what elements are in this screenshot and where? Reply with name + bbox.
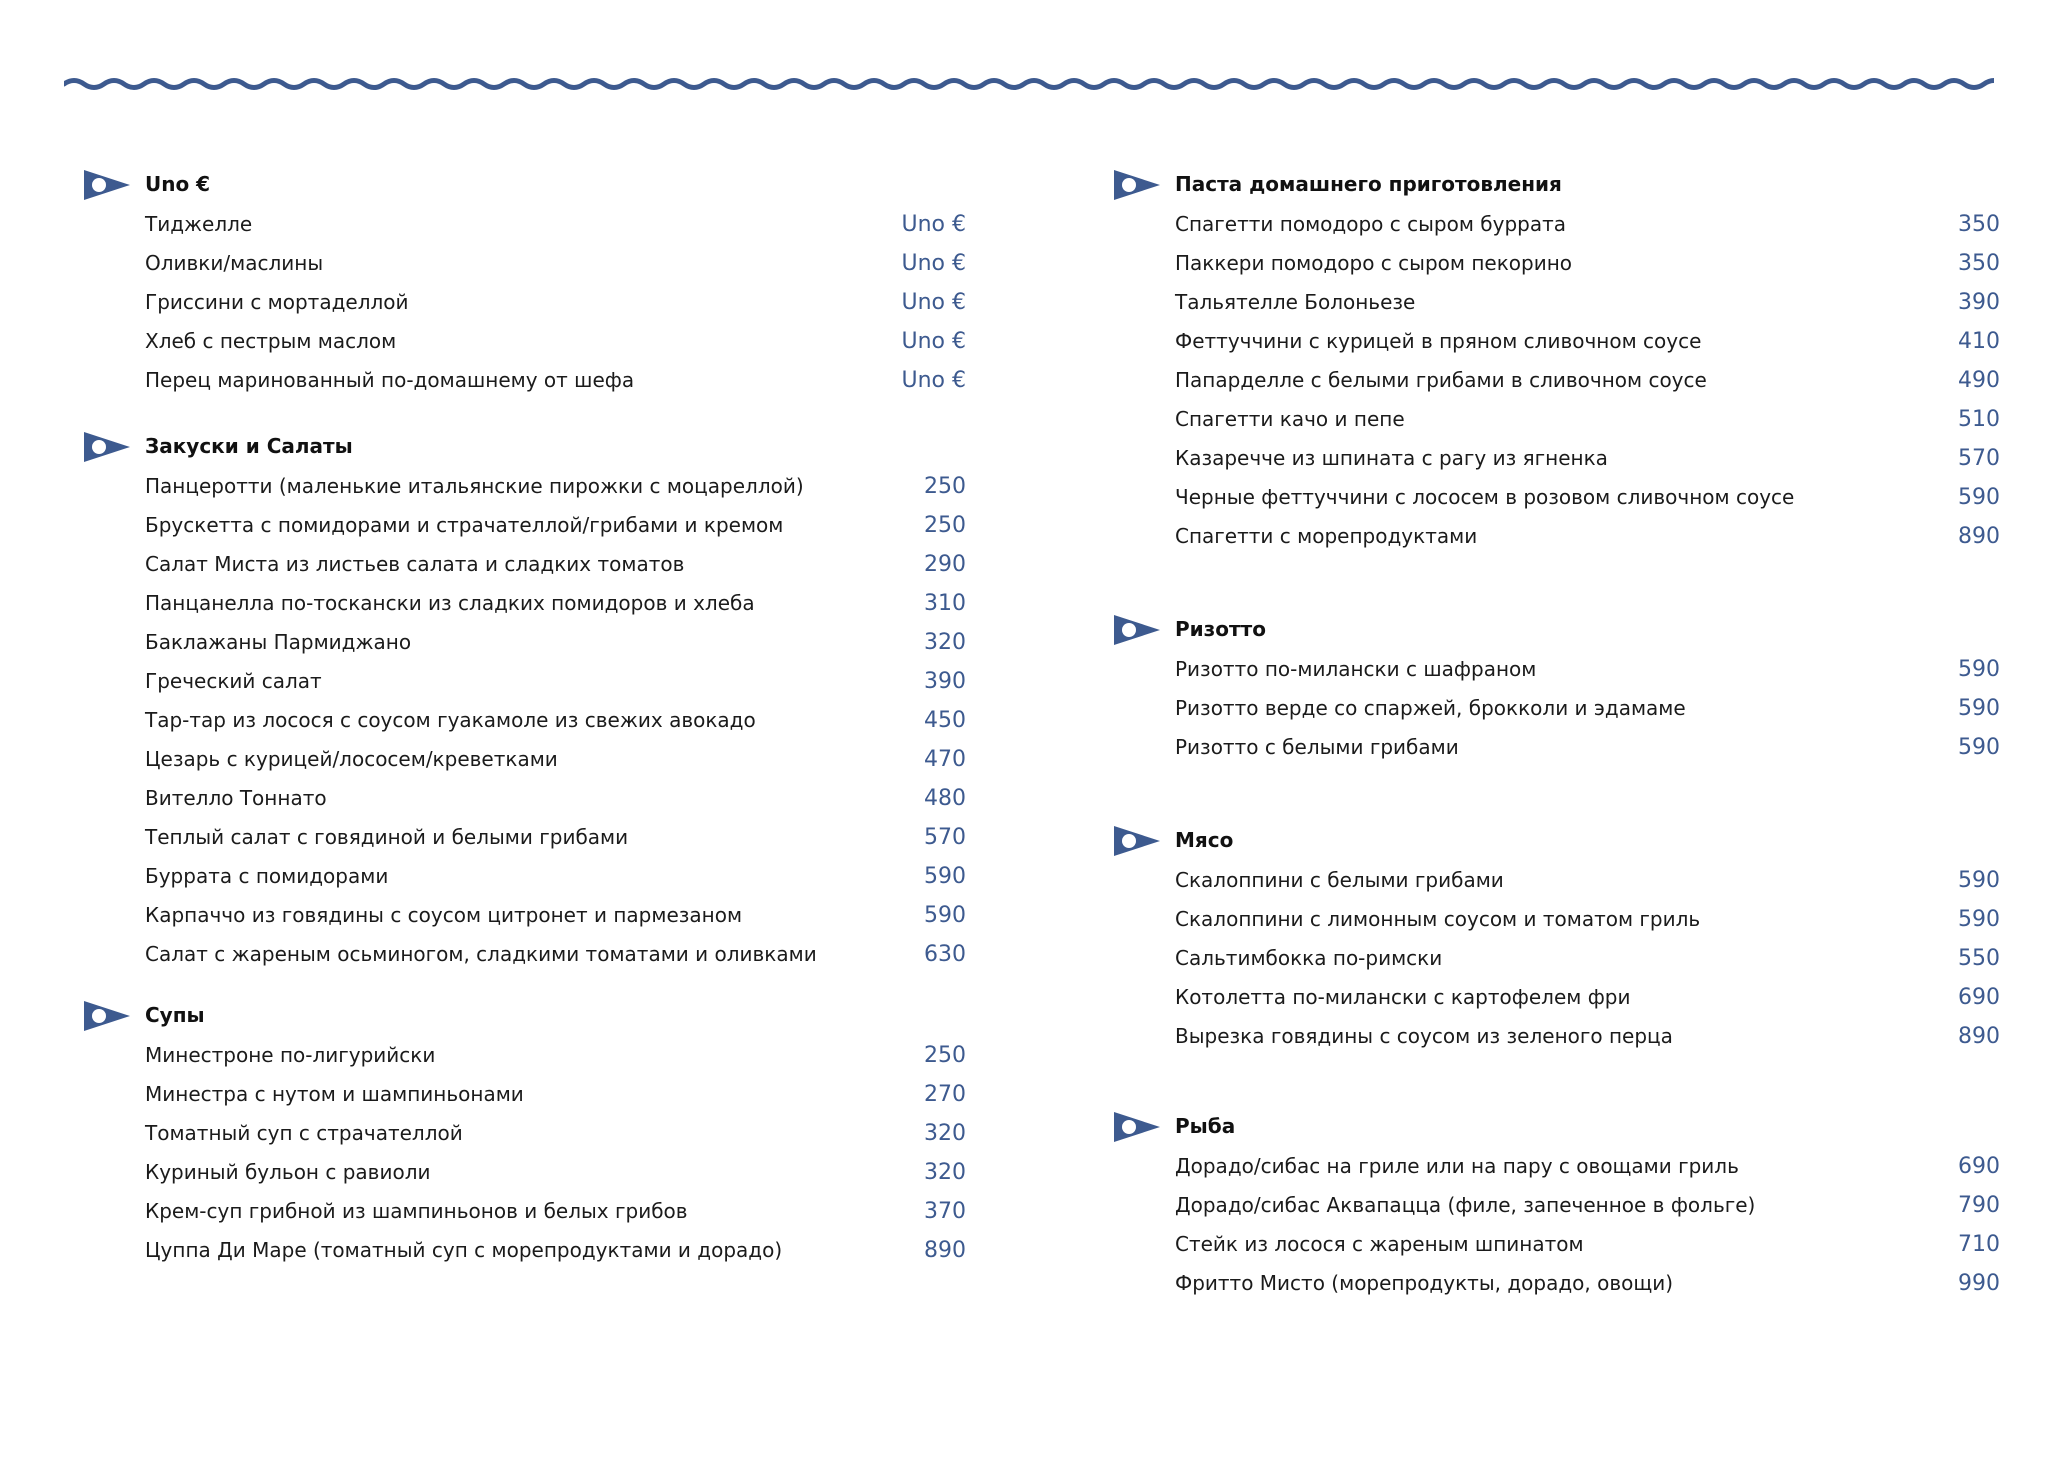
item-price: 250 xyxy=(924,474,966,499)
menu-item xyxy=(1112,403,2000,442)
item-price: 320 xyxy=(924,1160,966,1185)
menu-item xyxy=(1112,1267,2000,1306)
item-name: Цезарь с курицей/лососем/креветками xyxy=(145,747,558,771)
section-header xyxy=(1112,820,1992,864)
item-price: 310 xyxy=(924,591,966,616)
item-name: Минестроне по-лигурийски xyxy=(145,1043,436,1067)
menu-item xyxy=(82,247,966,286)
section-header xyxy=(1112,609,1992,653)
section-title: Закуски и Салаты xyxy=(145,434,353,458)
item-price: 480 xyxy=(924,786,966,811)
item-name: Томатный суп с страчателлой xyxy=(145,1121,463,1145)
menu-item xyxy=(82,548,966,587)
menu-item xyxy=(1112,1020,2000,1059)
item-price: Uno € xyxy=(901,329,966,354)
item-price: 390 xyxy=(924,669,966,694)
section-title: Паста домашнего приготовления xyxy=(1175,172,1562,196)
item-price: 590 xyxy=(1958,485,2000,510)
menu-section-fish xyxy=(1112,1106,2000,1306)
menu-item xyxy=(82,325,966,364)
item-price: 590 xyxy=(1958,868,2000,893)
menu-item xyxy=(1112,903,2000,942)
section-header xyxy=(82,164,962,208)
item-name: Крем-суп грибной из шампиньонов и белых грибов xyxy=(145,1199,688,1223)
menu-item xyxy=(1112,942,2000,981)
section-title: Uno € xyxy=(145,172,211,196)
item-name: Спагетти с морепродуктами xyxy=(1175,524,1478,548)
item-price: 350 xyxy=(1958,251,2000,276)
menu-item xyxy=(1112,442,2000,481)
menu-item-list xyxy=(82,208,966,403)
menu-item-list xyxy=(1112,1150,2000,1306)
item-name: Цуппа Ди Маре (томатный суп с морепродуктами и дорадо) xyxy=(145,1238,783,1262)
item-price: 790 xyxy=(1958,1193,2000,1218)
section-title: Супы xyxy=(145,1003,205,1027)
item-price: 590 xyxy=(924,864,966,889)
item-price: 590 xyxy=(1958,735,2000,760)
item-name: Баклажаны Пармиджано xyxy=(145,630,412,654)
item-price: 350 xyxy=(1958,212,2000,237)
item-name: Паккери помодоро с сыром пекорино xyxy=(1175,251,1573,275)
item-name: Ризотто верде со спаржей, брокколи и эдамаме xyxy=(1175,696,1686,720)
pennant-flag-icon xyxy=(1112,613,1162,647)
section-header xyxy=(1112,1106,1992,1150)
item-name: Вителло Тоннато xyxy=(145,786,327,810)
menu-item xyxy=(1112,325,2000,364)
menu-item-list xyxy=(1112,864,2000,1059)
item-name: Папарделле с белыми грибами в сливочном соусе xyxy=(1175,368,1707,392)
menu-item xyxy=(82,1156,966,1195)
pennant-flag-icon xyxy=(82,430,132,464)
item-price: 410 xyxy=(1958,329,2000,354)
menu-item xyxy=(1112,520,2000,559)
item-name: Скалоппини с лимонным соусом и томатом гриль xyxy=(1175,907,1701,931)
item-name: Тиджелле xyxy=(145,212,253,236)
menu-item-list xyxy=(82,470,966,977)
menu-item xyxy=(82,626,966,665)
menu-item xyxy=(1112,1189,2000,1228)
item-name: Минестра с нутом и шампиньонами xyxy=(145,1082,524,1106)
menu-item xyxy=(1112,481,2000,520)
item-name: Дорадо/сибас на гриле или на пару с овощами гриль xyxy=(1175,1154,1739,1178)
section-header xyxy=(82,995,962,1039)
menu-item xyxy=(82,743,966,782)
item-price: 570 xyxy=(924,825,966,850)
menu-item xyxy=(1112,731,2000,770)
item-price: 590 xyxy=(1958,696,2000,721)
item-name: Ризотто с белыми грибами xyxy=(1175,735,1459,759)
menu-item xyxy=(82,1078,966,1117)
menu-section-meat xyxy=(1112,820,2000,1059)
item-name: Вырезка говядины с соусом из зеленого перца xyxy=(1175,1024,1673,1048)
item-price: 590 xyxy=(924,903,966,928)
menu-item-list xyxy=(1112,653,2000,770)
item-name: Перец маринованный по-домашнему от шефа xyxy=(145,368,635,392)
menu-item-list xyxy=(1112,208,2000,559)
menu-column-left xyxy=(82,164,966,1273)
menu-item xyxy=(82,286,966,325)
menu-item xyxy=(82,1039,966,1078)
item-price: 550 xyxy=(1958,946,2000,971)
item-price: 470 xyxy=(924,747,966,772)
item-name: Феттуччини с курицей в пряном сливочном соусе xyxy=(1175,329,1702,353)
menu-item xyxy=(82,587,966,626)
item-price: 690 xyxy=(1958,985,2000,1010)
item-price: Uno € xyxy=(901,368,966,393)
item-name: Гриссини с мортаделлой xyxy=(145,290,409,314)
item-price: 270 xyxy=(924,1082,966,1107)
menu-column-right xyxy=(1112,164,2000,1306)
item-name: Фритто Мисто (морепродукты, дорадо, овощи) xyxy=(1175,1271,1674,1295)
menu-item xyxy=(82,509,966,548)
item-name: Буррата с помидорами xyxy=(145,864,389,888)
menu-item xyxy=(82,470,966,509)
item-price: 690 xyxy=(1958,1154,2000,1179)
item-name: Тар-тар из лосося с соусом гуакамоле из свежих авокадо xyxy=(145,708,756,732)
menu-item xyxy=(1112,208,2000,247)
pennant-flag-icon xyxy=(1112,1110,1162,1144)
item-name: Спагетти качо и пепе xyxy=(1175,407,1405,431)
menu-section-pasta xyxy=(1112,164,2000,559)
item-name: Хлеб с пестрым маслом xyxy=(145,329,397,353)
menu-item-list xyxy=(82,1039,966,1273)
item-price: 630 xyxy=(924,942,966,967)
item-price: 320 xyxy=(924,630,966,655)
item-name: Греческий салат xyxy=(145,669,322,693)
item-name: Дорадо/сибас Аквапацца (филе, запеченное в фольге) xyxy=(1175,1193,1756,1217)
item-name: Спагетти помодоро с сыром буррата xyxy=(1175,212,1566,236)
item-name: Оливки/маслины xyxy=(145,251,324,275)
menu-item xyxy=(1112,692,2000,731)
item-price: 490 xyxy=(1958,368,2000,393)
item-price: 290 xyxy=(924,552,966,577)
pennant-flag-icon xyxy=(1112,824,1162,858)
menu-item xyxy=(1112,653,2000,692)
menu-item xyxy=(1112,864,2000,903)
menu-item xyxy=(1112,1150,2000,1189)
item-name: Тальятелле Болоньезе xyxy=(1175,290,1416,314)
item-name: Салат с жареным осьминогом, сладкими томатами и оливками xyxy=(145,942,817,966)
wave-line xyxy=(64,81,1994,88)
item-price: 710 xyxy=(1958,1232,2000,1257)
item-name: Скалоппини с белыми грибами xyxy=(1175,868,1504,892)
menu-item xyxy=(1112,286,2000,325)
item-name: Панцеротти (маленькие итальянские пирожки с моцареллой) xyxy=(145,474,804,498)
item-price: 250 xyxy=(924,1043,966,1068)
item-name: Куриный бульон с равиоли xyxy=(145,1160,431,1184)
item-name: Салат Миста из листьев салата и сладких томатов xyxy=(145,552,685,576)
item-price: 590 xyxy=(1958,907,2000,932)
item-price: 890 xyxy=(924,1238,966,1263)
menu-section-soups xyxy=(82,995,966,1273)
section-title: Ризотто xyxy=(1175,617,1266,641)
pennant-flag-icon xyxy=(82,168,132,202)
menu-item xyxy=(82,821,966,860)
item-price: 370 xyxy=(924,1199,966,1224)
item-price: Uno € xyxy=(901,251,966,276)
item-name: Брускетта с помидорами и страчателлой/грибами и кремом xyxy=(145,513,784,537)
item-name: Ризотто по-милански с шафраном xyxy=(1175,657,1537,681)
menu-item xyxy=(82,1117,966,1156)
menu-item xyxy=(1112,247,2000,286)
menu-item xyxy=(82,208,966,247)
item-price: 510 xyxy=(1958,407,2000,432)
menu-item xyxy=(82,782,966,821)
menu-item xyxy=(82,1234,966,1273)
menu-item xyxy=(82,364,966,403)
item-price: 320 xyxy=(924,1121,966,1146)
item-name: Карпаччо из говядины с соусом цитронет и пармезаном xyxy=(145,903,743,927)
item-name: Казаречче из шпината с рагу из ягненка xyxy=(1175,446,1608,470)
menu-item xyxy=(82,860,966,899)
item-price: 990 xyxy=(1958,1271,2000,1296)
wave-divider xyxy=(64,72,1994,96)
menu-item xyxy=(82,704,966,743)
item-price: Uno € xyxy=(901,212,966,237)
menu-item xyxy=(82,899,966,938)
item-price: 890 xyxy=(1958,1024,2000,1049)
menu-section-uno xyxy=(82,164,966,403)
item-name: Котолетта по-милански с картофелем фри xyxy=(1175,985,1631,1009)
menu-item xyxy=(1112,981,2000,1020)
pennant-flag-icon xyxy=(1112,168,1162,202)
menu-section-risotto xyxy=(1112,609,2000,770)
menu-item xyxy=(82,1195,966,1234)
item-name: Стейк из лосося с жареным шпинатом xyxy=(1175,1232,1584,1256)
menu-section-appetizers xyxy=(82,426,966,977)
item-price: 590 xyxy=(1958,657,2000,682)
item-price: Uno € xyxy=(901,290,966,315)
pennant-flag-icon xyxy=(82,999,132,1033)
section-title: Рыба xyxy=(1175,1114,1236,1138)
item-name: Теплый салат с говядиной и белыми грибами xyxy=(145,825,629,849)
menu-item xyxy=(1112,1228,2000,1267)
item-price: 450 xyxy=(924,708,966,733)
section-header xyxy=(82,426,962,470)
item-name: Черные феттуччини с лососем в розовом сливочном соусе xyxy=(1175,485,1795,509)
item-name: Панцанелла по-тоскански из сладких помидоров и хлеба xyxy=(145,591,755,615)
item-price: 250 xyxy=(924,513,966,538)
item-price: 570 xyxy=(1958,446,2000,471)
item-name: Сальтимбокка по-римски xyxy=(1175,946,1443,970)
section-title: Мясо xyxy=(1175,828,1234,852)
item-price: 890 xyxy=(1958,524,2000,549)
menu-item xyxy=(82,665,966,704)
section-header xyxy=(1112,164,1992,208)
item-price: 390 xyxy=(1958,290,2000,315)
menu-item xyxy=(1112,364,2000,403)
menu-item xyxy=(82,938,966,977)
